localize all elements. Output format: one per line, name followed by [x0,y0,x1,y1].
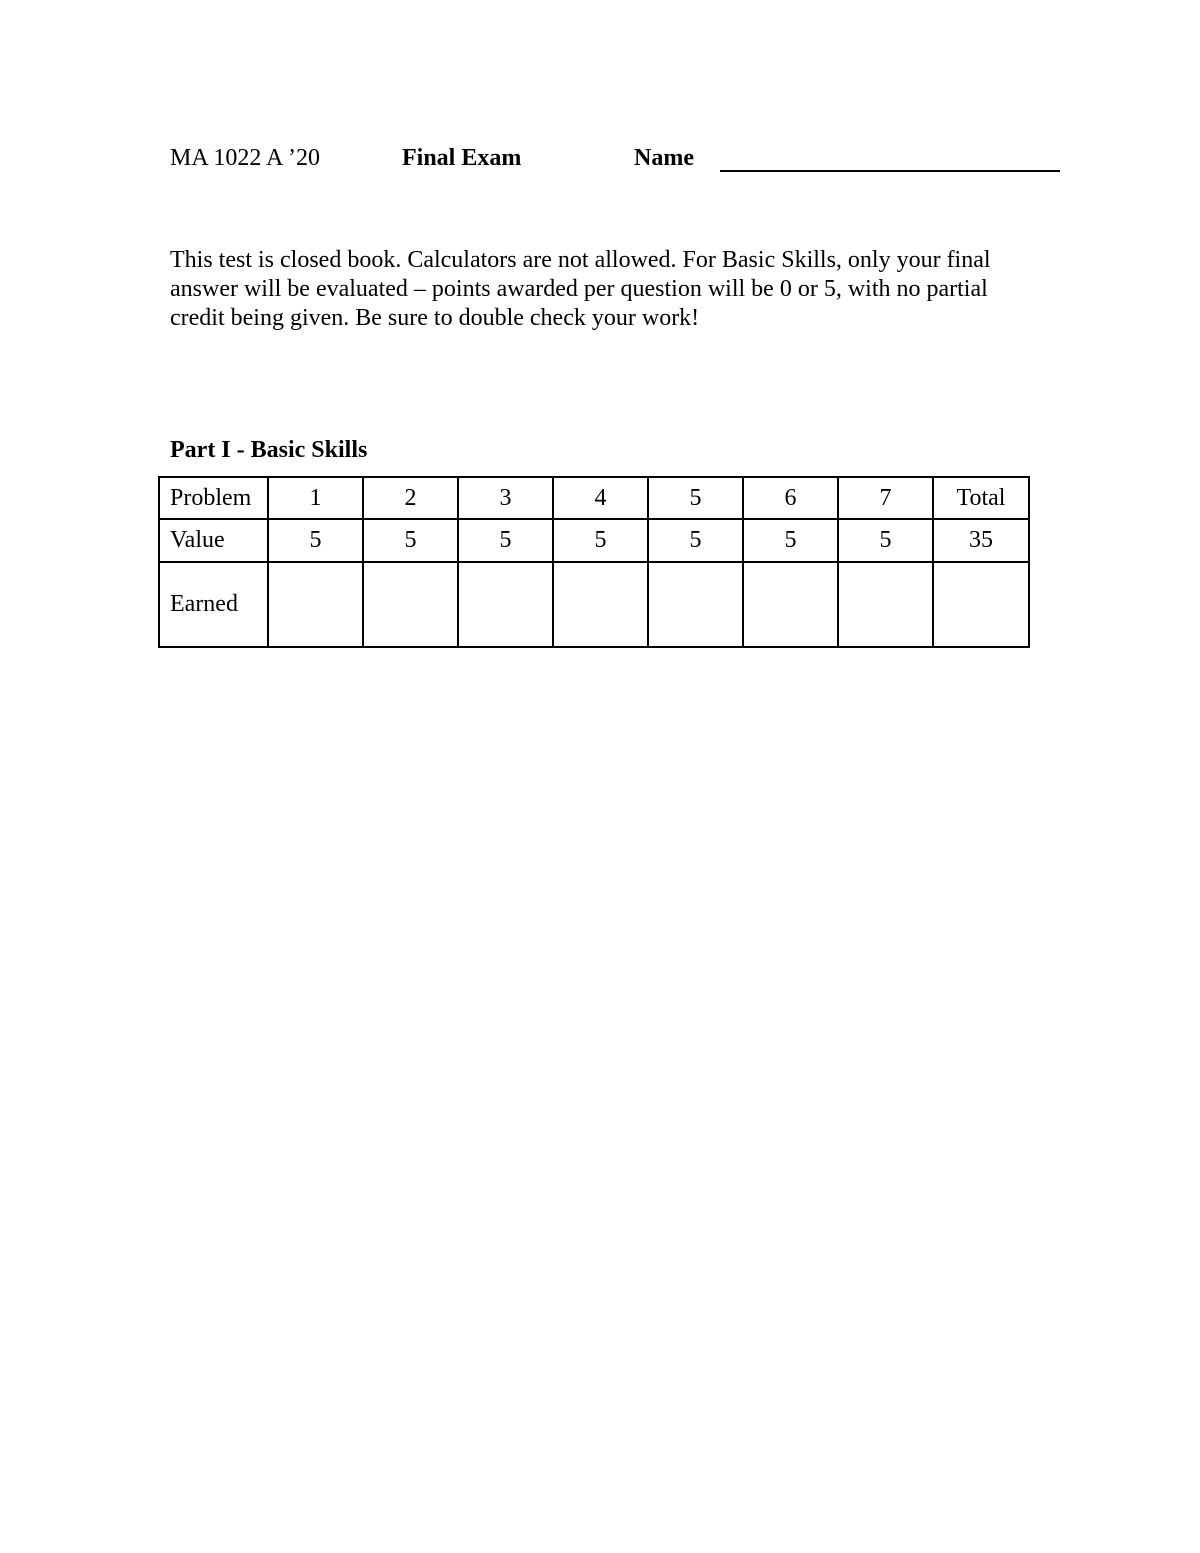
earned-cell-7[interactable] [838,562,933,647]
table-cell: 5 [743,519,838,562]
table-cell: Earned [159,562,268,647]
table-cell: 2 [363,477,458,519]
table-cell: 5 [553,519,648,562]
table-cell: 1 [268,477,363,519]
earned-cell-5[interactable] [648,562,743,647]
instructions-paragraph [170,246,1070,333]
table-cell: 5 [648,477,743,519]
instructions-line-1: This test is closed book. Calculators are not allowed. For Basic Skills, only your final [170,247,991,273]
instructions-line-2: answer will be evaluated – points awarded per question will be 0 or 5, with no partial [170,276,988,302]
table-cell: 7 [838,477,933,519]
earned-cell-2[interactable] [363,562,458,647]
table-cell: 5 [648,519,743,562]
table-cell: 3 [458,477,553,519]
table-row-problem [159,477,1029,519]
table-cell: 5 [838,519,933,562]
table-cell: 5 [458,519,553,562]
part-heading: Part I - Basic Skills [170,437,368,463]
exam-header [170,142,1070,178]
course-code: MA 1022 A ’20 [170,145,321,171]
table-cell: Value [159,519,268,562]
earned-cell-4[interactable] [553,562,648,647]
earned-cell-total[interactable] [933,562,1029,647]
name-label: Name [634,145,694,171]
table-row-earned [159,562,1029,647]
table-cell: 35 [933,519,1029,562]
table-cell: 5 [363,519,458,562]
exam-title: Final Exam [402,145,522,171]
table-cell: Total [933,477,1029,519]
table-cell: 6 [743,477,838,519]
earned-cell-6[interactable] [743,562,838,647]
table-cell: 4 [553,477,648,519]
table-row-value [159,519,1029,562]
table-cell: Problem [159,477,268,519]
instructions-line-3: credit being given. Be sure to double check your work! [170,305,700,331]
earned-cell-3[interactable] [458,562,553,647]
score-table [158,476,1030,648]
name-blank-line[interactable] [720,170,1060,172]
table-cell: 5 [268,519,363,562]
earned-cell-1[interactable] [268,562,363,647]
